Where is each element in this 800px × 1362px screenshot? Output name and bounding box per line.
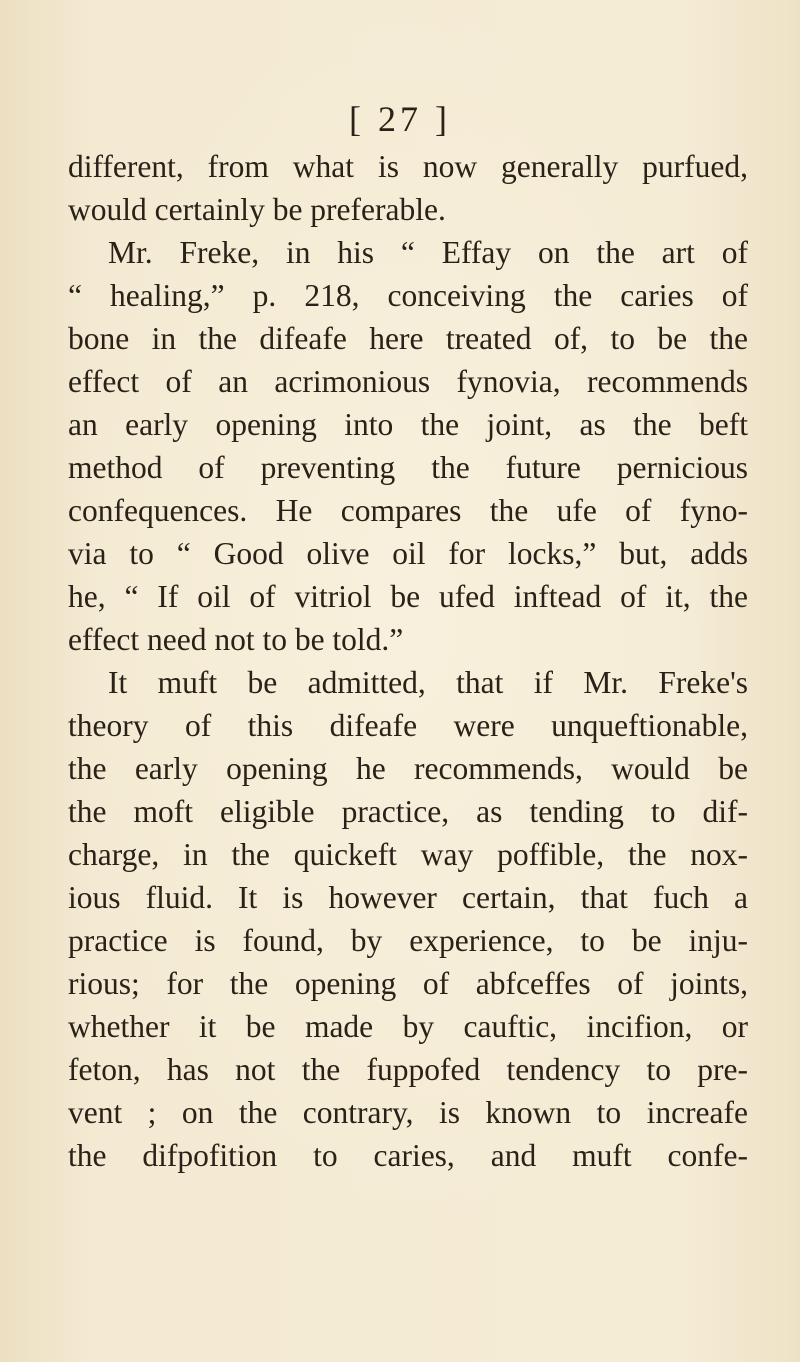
text-line: effect need not to be told.” — [68, 622, 404, 657]
text-line: confequences. He compares the ufe of fyno- — [68, 493, 748, 528]
text-line: Mr. Freke, in his “ Effay on the art of — [108, 235, 748, 270]
text-line: ious fluid. It is however certain, that fuch a — [68, 880, 748, 915]
text-line: different, from what is now generally purfued, — [68, 149, 748, 184]
text-line: theory of this difeafe were unqueftionable, — [68, 708, 748, 743]
text-line: would certainly be preferable. — [68, 192, 446, 227]
text-line: rious; for the opening of abfceffes of joints, — [68, 966, 748, 1001]
text-line: he, “ If oil of vitriol be ufed inftead of it, the — [68, 579, 748, 614]
text-line: the moft eligible practice, as tending to dif- — [68, 794, 748, 829]
text-line: an early opening into the joint, as the beft — [68, 407, 748, 442]
text-line: the difpofition to caries, and muft confe- — [68, 1138, 748, 1173]
text-line: charge, in the quickeft way poffible, the nox- — [68, 837, 748, 872]
text-line: It muft be admitted, that if Mr. Freke's — [108, 665, 748, 700]
text-line: feton, has not the fuppofed tendency to pre- — [68, 1052, 748, 1087]
text-line: bone in the difeafe here treated of, to be the — [68, 321, 748, 356]
text-line: vent ; on the contrary, is known to increafe — [68, 1095, 748, 1130]
text-line: the early opening he recommends, would be — [68, 751, 748, 786]
body-text — [68, 145, 748, 1177]
text-line: “ healing,” p. 218, conceiving the caries of — [68, 278, 748, 313]
text-line: effect of an acrimonious fynovia, recommends — [68, 364, 748, 399]
page-number: [ 27 ] — [349, 99, 451, 139]
text-line: method of preventing the future pernicious — [68, 450, 748, 485]
text-line: via to “ Good olive oil for locks,” but, adds — [68, 536, 748, 571]
text-line: practice is found, by experience, to be inju- — [68, 923, 748, 958]
text-line: whether it be made by cauftic, incifion, or — [68, 1009, 748, 1044]
